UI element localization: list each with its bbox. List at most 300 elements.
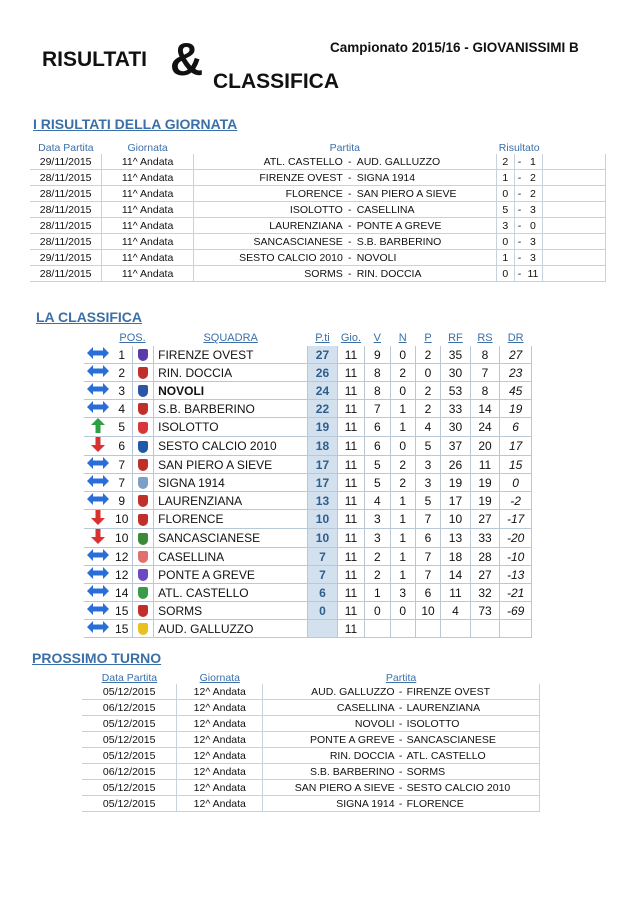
match-date: 28/11/2015: [30, 234, 102, 250]
shield-icon: [138, 367, 148, 379]
score-dash: -: [514, 186, 524, 202]
team-goal-difference: 23: [500, 364, 532, 382]
away-score: 3: [524, 250, 542, 266]
results-header-date: Data Partita: [38, 142, 94, 154]
team-goals-for: 18: [441, 548, 471, 566]
team-points: 7: [308, 548, 338, 566]
next-away-team: ATL. CASTELLO: [405, 748, 540, 764]
team-won: 6: [365, 418, 390, 437]
team-goals-against: 8: [470, 382, 500, 400]
empty-cell: [542, 266, 605, 282]
team-drawn: 2: [390, 474, 415, 492]
match-date: 28/11/2015: [30, 266, 102, 282]
team-name: S.B. BARBERINO: [154, 400, 308, 418]
shield-icon: [138, 551, 148, 563]
next-match-round: 12^ Andata: [177, 732, 263, 748]
team-goal-difference: -17: [500, 510, 532, 529]
team-logo: [133, 620, 154, 638]
standings-header-team: SQUADRA: [203, 332, 258, 344]
team-won: [365, 620, 390, 638]
team-points: 24: [308, 382, 338, 400]
team-goal-difference: 27: [500, 346, 532, 364]
team-drawn: 1: [390, 492, 415, 510]
home-team: SANCASCIANESE: [193, 234, 344, 250]
next-match-round: 12^ Andata: [177, 684, 263, 700]
team-played: 11: [337, 382, 364, 400]
team-position: 2: [111, 364, 132, 382]
team-logo: [133, 364, 154, 382]
team-drawn: 0: [390, 437, 415, 456]
next-row: [82, 780, 540, 796]
next-match-date: 06/12/2015: [82, 700, 177, 716]
team-lost: 10: [415, 602, 440, 620]
next-match-round: 12^ Andata: [177, 700, 263, 716]
next-header-match: Partita: [385, 672, 417, 684]
standings-row: [84, 437, 532, 456]
team-goals-for: 19: [441, 474, 471, 492]
team-position: 10: [111, 529, 132, 548]
shield-icon: [138, 533, 148, 545]
standings-row: [84, 418, 532, 437]
standings-header-lost: P: [424, 332, 432, 344]
team-name: SAN PIERO A SIEVE: [154, 456, 308, 474]
double-arrow-icon: [84, 346, 111, 364]
standings-row: [84, 584, 532, 602]
team-won: 9: [365, 346, 390, 364]
next-match-date: 05/12/2015: [82, 732, 177, 748]
team-won: 5: [365, 456, 390, 474]
home-team: FIRENZE OVEST: [193, 170, 344, 186]
away-score: 1: [524, 154, 542, 170]
standings-table: [84, 330, 532, 638]
team-goals-against: 19: [470, 474, 500, 492]
score-dash: -: [514, 170, 524, 186]
team-lost: 7: [415, 548, 440, 566]
team-drawn: 1: [390, 418, 415, 437]
home-score: 1: [496, 170, 514, 186]
team-lost: 5: [415, 492, 440, 510]
team-goals-against: 28: [470, 548, 500, 566]
score-dash: -: [514, 250, 524, 266]
next-body: [82, 684, 540, 812]
next-match-date: 06/12/2015: [82, 764, 177, 780]
next-match-round: 12^ Andata: [177, 716, 263, 732]
team-lost: 7: [415, 510, 440, 529]
results-section-title: I RISULTATI DELLA GIORNATA: [33, 116, 238, 132]
standings-section-title: LA CLASSIFICA: [36, 309, 143, 325]
standings-row: [84, 400, 532, 418]
away-team: AUD. GALLUZZO: [355, 154, 497, 170]
team-played: 11: [337, 492, 364, 510]
empty-cell: [542, 234, 605, 250]
team-logo: [133, 400, 154, 418]
standings-row: [84, 346, 532, 364]
team-position: 15: [111, 602, 132, 620]
double-arrow-icon: [84, 584, 111, 602]
match-separator: -: [345, 218, 355, 234]
next-match-separator: -: [397, 780, 405, 796]
shield-icon: [138, 403, 148, 415]
team-name: ATL. CASTELLO: [154, 584, 308, 602]
shield-icon: [138, 623, 148, 635]
team-goal-difference: 17: [500, 437, 532, 456]
shield-icon: [138, 477, 148, 489]
team-played: 11: [337, 456, 364, 474]
next-home-team: S.B. BARBERINO: [263, 764, 397, 780]
team-position: 5: [111, 418, 132, 437]
team-won: 2: [365, 548, 390, 566]
team-name: PONTE A GREVE: [154, 566, 308, 584]
team-played: 11: [337, 474, 364, 492]
next-match-separator: -: [397, 684, 405, 700]
score-dash: -: [514, 266, 524, 282]
next-home-team: SAN PIERO A SIEVE: [263, 780, 397, 796]
empty-cell: [542, 154, 605, 170]
shield-icon: [138, 605, 148, 617]
away-team: S.B. BARBERINO: [355, 234, 497, 250]
standings-row: [84, 548, 532, 566]
team-goals-for: 26: [441, 456, 471, 474]
standings-header-drawn: N: [398, 332, 407, 344]
score-dash: -: [514, 218, 524, 234]
results-header-result: Risultato: [498, 142, 540, 154]
team-goals-for: 33: [441, 400, 471, 418]
team-position: 6: [111, 437, 132, 456]
team-goals-for: 30: [441, 364, 471, 382]
next-home-team: AUD. GALLUZZO: [263, 684, 397, 700]
team-goals-against: 20: [470, 437, 500, 456]
team-won: 3: [365, 529, 390, 548]
match-separator: -: [345, 234, 355, 250]
team-position: 7: [111, 456, 132, 474]
team-drawn: 2: [390, 364, 415, 382]
match-date: 28/11/2015: [30, 218, 102, 234]
team-logo: [133, 584, 154, 602]
team-drawn: 0: [390, 346, 415, 364]
home-score: 0: [496, 186, 514, 202]
next-match-separator: -: [397, 716, 405, 732]
team-lost: 3: [415, 456, 440, 474]
match-separator: -: [345, 154, 355, 170]
team-goal-difference: 6: [500, 418, 532, 437]
results-row: [30, 154, 606, 170]
score-dash: -: [514, 234, 524, 250]
away-score: 3: [524, 202, 542, 218]
double-arrow-icon: [84, 566, 111, 584]
down-arrow-icon: [84, 529, 111, 548]
team-goals-for: 17: [441, 492, 471, 510]
match-separator: -: [345, 266, 355, 282]
team-logo: [133, 492, 154, 510]
shield-icon: [138, 422, 148, 434]
match-date: 28/11/2015: [30, 170, 102, 186]
team-won: 8: [365, 364, 390, 382]
team-goal-difference: [500, 620, 532, 638]
empty-cell: [542, 202, 605, 218]
team-played: 11: [337, 602, 364, 620]
results-row: [30, 266, 606, 282]
double-arrow-icon: [84, 382, 111, 400]
home-team: ISOLOTTO: [193, 202, 344, 218]
match-date: 29/11/2015: [30, 250, 102, 266]
standings-header-played: Gio.: [340, 332, 362, 344]
title-risultati: RISULTATI: [42, 48, 147, 71]
next-match-separator: -: [397, 748, 405, 764]
empty-cell: [542, 250, 605, 266]
down-arrow-icon: [84, 510, 111, 529]
team-goals-for: 35: [441, 346, 471, 364]
team-points: 22: [308, 400, 338, 418]
team-name: SANCASCIANESE: [154, 529, 308, 548]
team-name: SESTO CALCIO 2010: [154, 437, 308, 456]
team-drawn: 1: [390, 529, 415, 548]
team-position: 15: [111, 620, 132, 638]
next-row: [82, 796, 540, 812]
team-goals-against: 8: [470, 346, 500, 364]
team-position: 3: [111, 382, 132, 400]
next-away-team: LAURENZIANA: [405, 700, 540, 716]
up-arrow-icon: [84, 418, 111, 437]
results-table: [30, 142, 606, 282]
shield-icon: [138, 441, 148, 453]
team-won: 0: [365, 602, 390, 620]
team-position: 1: [111, 346, 132, 364]
team-goals-for: 37: [441, 437, 471, 456]
team-goal-difference: 0: [500, 474, 532, 492]
standings-row: [84, 456, 532, 474]
team-goals-against: 73: [470, 602, 500, 620]
shield-icon: [138, 349, 148, 361]
next-away-team: FLORENCE: [405, 796, 540, 812]
next-section-title: PROSSIMO TURNO: [32, 650, 162, 666]
standings-row: [84, 510, 532, 529]
team-logo: [133, 602, 154, 620]
home-team: SESTO CALCIO 2010: [193, 250, 344, 266]
team-drawn: [390, 620, 415, 638]
team-played: 11: [337, 566, 364, 584]
match-separator: -: [345, 170, 355, 186]
standings-row: [84, 382, 532, 400]
team-goals-against: 32: [470, 584, 500, 602]
away-team: SAN PIERO A SIEVE: [355, 186, 497, 202]
standings-header-pts: P.ti: [315, 332, 330, 344]
next-row: [82, 684, 540, 700]
next-home-team: PONTE A GREVE: [263, 732, 397, 748]
team-name: ISOLOTTO: [154, 418, 308, 437]
team-name: SIGNA 1914: [154, 474, 308, 492]
next-row: [82, 732, 540, 748]
shield-icon: [138, 495, 148, 507]
team-points: 19: [308, 418, 338, 437]
double-arrow-icon: [84, 364, 111, 382]
home-score: 3: [496, 218, 514, 234]
team-won: 8: [365, 382, 390, 400]
standings-body: [84, 346, 532, 638]
team-goals-against: 27: [470, 510, 500, 529]
next-header-round: Giornata: [199, 672, 240, 684]
double-arrow-icon: [84, 400, 111, 418]
match-round: 11^ Andata: [102, 234, 194, 250]
team-lost: 2: [415, 400, 440, 418]
double-arrow-icon: [84, 548, 111, 566]
team-logo: [133, 346, 154, 364]
team-goals-against: 14: [470, 400, 500, 418]
home-score: 0: [496, 234, 514, 250]
match-round: 11^ Andata: [102, 266, 194, 282]
team-logo: [133, 456, 154, 474]
standings-header-gd: DR: [507, 332, 524, 344]
results-header-match: Partita: [329, 142, 360, 154]
team-goal-difference: -2: [500, 492, 532, 510]
championship-title: Campionato 2015/16 - GIOVANISSIMI B: [330, 40, 579, 55]
match-round: 11^ Andata: [102, 250, 194, 266]
results-header-round: Giornata: [127, 142, 168, 154]
next-away-team: ISOLOTTO: [405, 716, 540, 732]
next-header-date: Data Partita: [101, 672, 158, 684]
team-drawn: 0: [390, 602, 415, 620]
home-score: 0: [496, 266, 514, 282]
team-goals-for: [441, 620, 471, 638]
home-score: 2: [496, 154, 514, 170]
team-goal-difference: -20: [500, 529, 532, 548]
results-row: [30, 186, 606, 202]
team-goals-against: 7: [470, 364, 500, 382]
next-match-date: 05/12/2015: [82, 716, 177, 732]
team-points: [308, 620, 338, 638]
results-row: [30, 170, 606, 186]
team-goals-against: 27: [470, 566, 500, 584]
standings-row: [84, 529, 532, 548]
next-row: [82, 700, 540, 716]
team-points: 0: [308, 602, 338, 620]
results-body: [30, 154, 606, 282]
home-score: 5: [496, 202, 514, 218]
team-logo: [133, 474, 154, 492]
team-won: 1: [365, 584, 390, 602]
team-position: 12: [111, 566, 132, 584]
next-row: [82, 716, 540, 732]
team-points: 26: [308, 364, 338, 382]
team-name: AUD. GALLUZZO: [154, 620, 308, 638]
team-won: 2: [365, 566, 390, 584]
team-goal-difference: 45: [500, 382, 532, 400]
team-goal-difference: -13: [500, 566, 532, 584]
results-row: [30, 250, 606, 266]
team-goals-for: 11: [441, 584, 471, 602]
standings-row: [84, 566, 532, 584]
team-goals-for: 14: [441, 566, 471, 584]
match-separator: -: [345, 186, 355, 202]
home-team: FLORENCE: [193, 186, 344, 202]
away-team: NOVOLI: [355, 250, 497, 266]
team-logo: [133, 418, 154, 437]
team-lost: 0: [415, 364, 440, 382]
next-home-team: RIN. DOCCIA: [263, 748, 397, 764]
team-played: 11: [337, 510, 364, 529]
title-classifica: CLASSIFICA: [213, 70, 339, 93]
team-name: FLORENCE: [154, 510, 308, 529]
team-logo: [133, 566, 154, 584]
down-arrow-icon: [84, 437, 111, 456]
next-row: [82, 764, 540, 780]
team-played: 11: [337, 364, 364, 382]
away-team: PONTE A GREVE: [355, 218, 497, 234]
team-goals-against: 24: [470, 418, 500, 437]
team-drawn: 1: [390, 400, 415, 418]
team-goals-for: 10: [441, 510, 471, 529]
team-played: 11: [337, 529, 364, 548]
team-name: NOVOLI: [154, 382, 308, 400]
team-played: 11: [337, 437, 364, 456]
next-header-row: [82, 672, 540, 684]
team-played: 11: [337, 584, 364, 602]
team-won: 3: [365, 510, 390, 529]
team-drawn: 0: [390, 382, 415, 400]
match-round: 11^ Andata: [102, 154, 194, 170]
score-dash: -: [514, 154, 524, 170]
team-goals-for: 13: [441, 529, 471, 548]
away-score: 11: [524, 266, 542, 282]
team-points: 7: [308, 566, 338, 584]
team-played: 11: [337, 346, 364, 364]
match-round: 11^ Andata: [102, 170, 194, 186]
team-lost: [415, 620, 440, 638]
team-position: 7: [111, 474, 132, 492]
team-goal-difference: -10: [500, 548, 532, 566]
match-separator: -: [345, 250, 355, 266]
home-score: 1: [496, 250, 514, 266]
away-team: CASELLINA: [355, 202, 497, 218]
next-match-separator: -: [397, 732, 405, 748]
team-goal-difference: 19: [500, 400, 532, 418]
team-points: 10: [308, 510, 338, 529]
team-goal-difference: -21: [500, 584, 532, 602]
standings-header-won: V: [373, 332, 382, 344]
team-drawn: 1: [390, 548, 415, 566]
team-position: 4: [111, 400, 132, 418]
standings-header-row: [84, 330, 532, 346]
away-score: 3: [524, 234, 542, 250]
next-match-separator: -: [397, 796, 405, 812]
next-match-date: 05/12/2015: [82, 748, 177, 764]
team-goals-for: 30: [441, 418, 471, 437]
team-points: 10: [308, 529, 338, 548]
team-points: 17: [308, 456, 338, 474]
shield-icon: [138, 385, 148, 397]
next-match-separator: -: [397, 700, 405, 716]
double-arrow-icon: [84, 474, 111, 492]
match-round: 11^ Andata: [102, 202, 194, 218]
team-won: 7: [365, 400, 390, 418]
team-won: 6: [365, 437, 390, 456]
next-home-team: NOVOLI: [263, 716, 397, 732]
away-team: RIN. DOCCIA: [355, 266, 497, 282]
team-lost: 6: [415, 529, 440, 548]
team-points: 17: [308, 474, 338, 492]
shield-icon: [138, 569, 148, 581]
team-goals-for: 53: [441, 382, 471, 400]
shield-icon: [138, 459, 148, 471]
next-away-team: FIRENZE OVEST: [405, 684, 540, 700]
team-name: LAURENZIANA: [154, 492, 308, 510]
double-arrow-icon: [84, 492, 111, 510]
standings-row: [84, 602, 532, 620]
away-score: 0: [524, 218, 542, 234]
standings-header-gf: RF: [448, 332, 463, 344]
next-away-team: SESTO CALCIO 2010: [405, 780, 540, 796]
team-points: 18: [308, 437, 338, 456]
next-match-round: 12^ Andata: [177, 764, 263, 780]
